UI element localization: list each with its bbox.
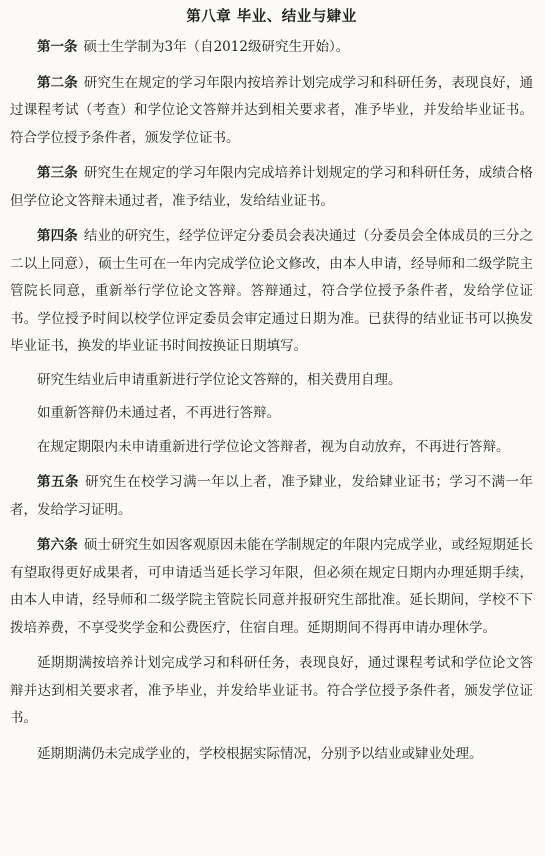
paragraph-text: 研究生结业后申请重新进行学位论文答辩的，相关费用自理。 [37, 371, 402, 388]
article-text: 研究生在规定的学习年限内按培养计划完成学习和科研任务，表现良好，通过课程考试（考查）和学位论文答辩并达到相关要求者，准予毕业，并发给毕业证书。符合学位授予条件者，颁发学位证书。 [10, 74, 533, 146]
paragraph [10, 741, 533, 769]
article-label: 第二条 [37, 74, 78, 91]
article-text: 硕士生学制为3年（自2012级研究生开始）。 [83, 39, 350, 55]
article-1 [10, 34, 533, 62]
article-label: 第五条 [37, 474, 80, 490]
article-text: 研究生在校学习满一年以上者，准予肄业，发给肄业证书；学习不满一年者，发给学习证明。 [10, 474, 534, 518]
paragraph [10, 400, 533, 428]
article-3 [10, 160, 533, 215]
article-4 [10, 223, 533, 361]
article-label: 第四条 [37, 228, 78, 244]
article-text: 研究生在规定的学习年限内完成培养计划规定的学习和科研任务，成绩合格但学位论文答辩未通过者，准予结业，发给结业证书。 [10, 165, 533, 209]
article-label: 第一条 [37, 39, 78, 55]
article-6 [10, 532, 533, 642]
paragraph [10, 434, 533, 462]
paragraph-text: 延期期满仍未完成学业的，学校根据实际情况，分别予以结业或肄业处理。 [37, 745, 483, 762]
article-label: 第三条 [37, 165, 78, 181]
paragraph [10, 367, 533, 395]
article-text: 硕士研究生如因客观原因未能在学制规定的年限内完成学业，或经短期延长有望取得更好成果者，可申请适当延长学习年限，但必须在规定日期内办理延期手续，由本人申请，经导师和二级学院主管院长同意并报研究生部批准。延长期间，学校不下拨培养费，不享受奖学金和公费医疗，住宿自理。延期期间不得再申请办理休学。 [10, 537, 533, 636]
paragraph-text: 在规定期限内未申请重新进行学位论文答辩者，视为自动放弃，不再进行答辩。 [37, 438, 510, 455]
paragraph [10, 650, 533, 733]
chapter-title: 第八章 毕业、结业与肄业 [186, 8, 357, 25]
article-2 [10, 70, 533, 153]
article-label: 第六条 [37, 537, 78, 553]
article-text: 结业的研究生，经学位评定分委员会表决通过（分委员会全体成员的三分之二以上同意），硕士生可在一年内完成学位论文修改，由本人申请，经导师和二级学院主管院长同意，重新举行学位论文答辩。答辩通过，符合学位授予条件者，发给学位证书。学位授予时间以校学位评定委员会审定通过日期为准。已获得的结业证书可以换发毕业证书，换发的毕业证书时间按换证日期填写。 [10, 228, 533, 354]
article-5 [10, 469, 533, 524]
paragraph-text: 延期期满按培养计划完成学习和科研任务，表现良好，通过课程考试和学位论文答辩并达到相关要求者，准予毕业，并发给毕业证书。符合学位授予条件者，颁发学位证书。 [10, 655, 533, 726]
paragraph-text: 如重新答辩仍未通过者，不再进行答辩。 [37, 405, 280, 421]
